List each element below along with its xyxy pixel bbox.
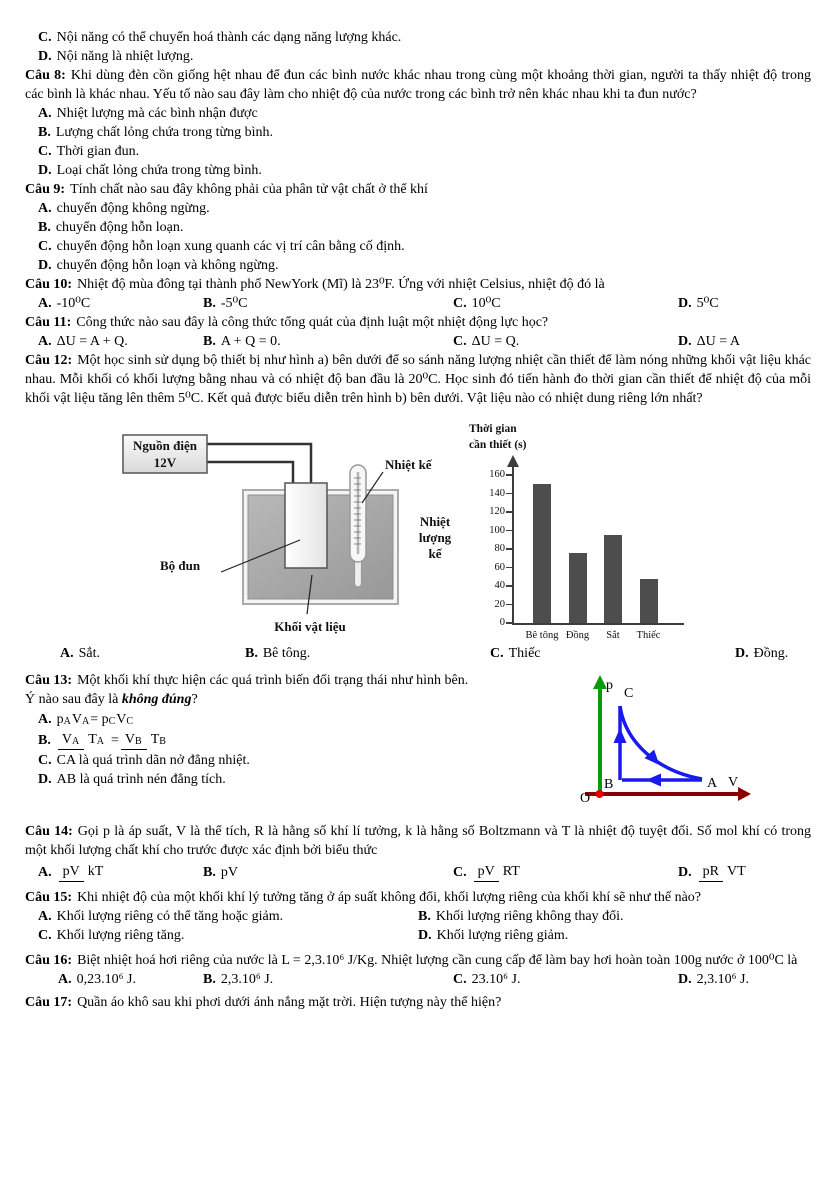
option-letter: D.: [678, 972, 692, 987]
formula: [57, 862, 110, 882]
question-12: [25, 351, 811, 408]
formula: [472, 862, 526, 882]
option-cell: [678, 970, 811, 989]
question-text-line1: [25, 671, 568, 690]
option-letter: A.: [38, 334, 52, 349]
question-text: Ý nào sau đây là: [25, 692, 122, 707]
chart-title-line1: Thời gian: [469, 423, 517, 435]
option-cell: [203, 970, 453, 989]
thermometer-label: Nhiệt kế: [385, 457, 432, 472]
option-cell: [418, 926, 811, 945]
option-text: Khối lượng riêng giảm.: [436, 928, 569, 943]
option-letter: D.: [678, 296, 692, 311]
options-row: [38, 862, 811, 882]
y-tick-label: 60: [494, 561, 505, 573]
option-cell: [678, 332, 811, 351]
x-category-label: Sắt: [606, 630, 620, 641]
option-letter: D.: [678, 334, 692, 349]
option-text: Thiếc: [508, 646, 541, 661]
option-line: [38, 710, 568, 729]
question-14: [25, 822, 811, 860]
question-15: [25, 888, 811, 907]
y-tick-mark: [506, 567, 512, 568]
option-text: 2,3.10⁶ J.: [696, 972, 749, 987]
option-line: [38, 142, 811, 161]
fraction: V A T A: [58, 730, 109, 750]
option-cell: [38, 926, 418, 945]
fraction: V B T B: [121, 730, 171, 750]
y-tick-mark: [506, 474, 512, 475]
option-letter: A.: [38, 106, 52, 121]
x-category-label: Bê tông: [525, 630, 559, 641]
option-letter: C.: [453, 864, 467, 880]
y-tick-mark: [506, 548, 512, 549]
option-cell: [735, 644, 811, 663]
options-row: [38, 970, 811, 989]
pv-diagram-wrap: [568, 671, 811, 814]
option-cell: [453, 862, 678, 882]
option-letter: B.: [203, 972, 216, 987]
option-text: A + Q = 0.: [220, 334, 281, 349]
question-number: Câu 9:: [25, 182, 66, 197]
option-text: 23.10⁶ J.: [471, 972, 521, 987]
option-text: Khối lượng riêng tăng.: [56, 928, 185, 943]
option-line: [38, 256, 811, 275]
fraction: pV RT: [474, 862, 524, 882]
option-line: [38, 28, 811, 47]
y-tick-mark: [506, 622, 512, 623]
option-text: Lượng chất lỏng chứa trong từng bình.: [55, 125, 274, 140]
fraction: pV kT: [59, 862, 108, 882]
question-10: [25, 275, 811, 294]
option-text: Nội năng có thể chuyển hoá thành các dạng năng lượng khác.: [56, 30, 402, 45]
option-line: [38, 237, 811, 256]
question-text: Công thức nào sau đây là công thức tổng quát của định luật một nhiệt động lực học?: [76, 315, 549, 330]
option-letter: D.: [38, 49, 52, 64]
option-text: Bê tông.: [262, 646, 311, 661]
option-letter: B.: [203, 334, 216, 349]
formula: pV: [220, 864, 238, 880]
question-17: [25, 993, 811, 1012]
question-16: [25, 951, 811, 970]
option-letter: B.: [38, 220, 51, 235]
question-text: Khi dùng đèn cồn giống hệt nhau để đun các bình nước khác nhau trong cùng một khoảng thời gian, người ta thấy nhiệt độ trong các bình là khác nhau. Yếu tố nào sau đây làm cho nhiệt độ của nước trong các bình trở nên khác nhau khi ta đun nước?: [25, 68, 812, 102]
option-text: AB là quá trình nén đẳng tích.: [56, 772, 226, 787]
y-tick-label: 140: [489, 487, 505, 499]
option-text: Sắt.: [78, 646, 101, 661]
y-tick-label: 40: [494, 580, 505, 591]
question-text: Quần áo khô sau khi phơi dưới ánh nắng mặt trời. Hiện tượng này thể hiện?: [77, 995, 502, 1010]
option-letter: C.: [38, 239, 52, 254]
question-number: Câu 13:: [25, 673, 73, 688]
calorimeter-label-line1: Nhiệt: [419, 514, 451, 529]
option-text: ΔU = A: [696, 334, 740, 349]
point-c-label: C: [624, 686, 634, 701]
option-text: chuyển động hỗn loạn và không ngừng.: [56, 258, 279, 273]
options-row: [60, 644, 811, 663]
question-number: Câu 11:: [25, 315, 72, 330]
option-letter: B.: [38, 125, 51, 140]
material-block-label: Khối vật liệu: [274, 619, 346, 634]
option-text: Loại chất lỏng chứa trong từng bình.: [56, 163, 262, 178]
option-letter: B.: [203, 864, 216, 880]
option-cell: [38, 907, 418, 926]
option-letter: C.: [490, 646, 504, 661]
x-category-label: Thiếc: [636, 630, 661, 641]
option-text: Khối lượng riêng không thay đổi.: [435, 909, 624, 924]
question-text: Tính chất nào sau đây không phải của phân tử vật chất ở thể khí: [70, 182, 428, 197]
question-11: [25, 313, 811, 332]
option-cell: [490, 644, 735, 663]
y-tick-label: 160: [489, 469, 505, 480]
option-line: [38, 104, 811, 123]
v-axis-label: V: [728, 775, 739, 790]
option-cell: [418, 907, 811, 926]
question-text: ?: [191, 692, 198, 707]
option-letter: C.: [453, 334, 467, 349]
option-text: Thời gian đun.: [56, 144, 140, 159]
bar: [533, 484, 551, 623]
option-letter: D.: [418, 928, 432, 943]
option-letter: D.: [38, 163, 52, 178]
question-text: Khi nhiệt độ của một khối khí lý tưởng tăng ở áp suất không đổi, khối lượng riêng của khối khí sẽ như thế nào?: [77, 890, 701, 905]
y-tick-mark: [506, 530, 512, 531]
y-tick-label: 20: [494, 598, 505, 610]
option-letter: D.: [735, 646, 749, 661]
calorimeter-label-line3: kế: [428, 546, 442, 561]
option-letter: A.: [60, 646, 74, 661]
x-axis-line: [512, 623, 684, 625]
heater-label: Bộ đun: [160, 558, 201, 573]
option-text: 5⁰C: [696, 296, 719, 311]
option-cell: [38, 862, 203, 882]
option-letter: D.: [38, 258, 52, 273]
options-row: [38, 926, 811, 945]
option-letter: C.: [453, 296, 467, 311]
option-line: [38, 47, 811, 66]
y-tick-label: 120: [489, 506, 505, 517]
option-text: chuyển động hỗn loạn xung quanh các vị trí cân bằng cố định.: [56, 239, 405, 254]
option-cell: [453, 970, 678, 989]
option-cell: [60, 644, 245, 663]
option-cell: [203, 862, 453, 882]
question-number: Câu 14:: [25, 824, 73, 839]
option-letter: A.: [38, 201, 52, 216]
question-number: Câu 16:: [25, 953, 73, 968]
x-category-label: Đồng: [565, 630, 590, 641]
option-letter: C.: [38, 753, 52, 768]
option-letter: D.: [38, 772, 52, 787]
question-number: Câu 10:: [25, 277, 73, 292]
option-letter: A.: [38, 909, 52, 924]
power-supply-label: Nguồn điện: [133, 438, 197, 453]
question-number: Câu 8:: [25, 68, 66, 83]
fraction: pR VT: [699, 862, 750, 882]
question-text: Một khối khí thực hiện các quá trình biến đổi trạng thái như hình bên.: [77, 673, 469, 688]
option-line: [38, 751, 568, 770]
question-text: Gọi p là áp suất, V là thể tích, R là hằng số khí lí tưởng, k là hằng số Boltzmann và T là nhiệt độ tuyệt đối. Số mol khí có trong một khối lượng chất khí cho trước được xác định bởi biểu thức: [25, 824, 811, 858]
option-line: [38, 770, 568, 789]
option-letter: B.: [245, 646, 258, 661]
question-text-line2: [25, 690, 568, 709]
origin-label: O: [580, 791, 591, 806]
option-cell: [678, 862, 811, 882]
option-cell: [245, 644, 490, 663]
bar: [569, 553, 587, 623]
option-text: 2,3.10⁶ J.: [220, 972, 274, 987]
question-number: Câu 12:: [25, 353, 73, 368]
option-text: Nhiệt lượng mà các bình nhận được: [56, 106, 258, 121]
figure-a-apparatus: [100, 422, 455, 637]
formula: [697, 862, 752, 882]
calorimeter-label-line2: lượng: [418, 530, 452, 545]
formula: p A V A = p C V C: [56, 712, 134, 727]
option-text: ΔU = A + Q.: [56, 334, 128, 349]
question-text: Nhiệt độ mùa đông tại thành phố NewYork (Mĩ) là 23⁰F. Ứng với nhiệt Celsius, nhiệt độ đó là: [77, 277, 605, 292]
option-letter: A.: [38, 864, 52, 880]
option-letter: A.: [38, 712, 52, 727]
option-text: 10⁰C: [471, 296, 501, 311]
bar: [604, 535, 622, 623]
p-axis-label: p: [606, 678, 613, 693]
option-letter: C.: [453, 972, 467, 987]
option-letter: A.: [58, 972, 72, 987]
question-13-body: [25, 671, 568, 789]
option-letter: C.: [38, 144, 52, 159]
pv-diagram: [568, 673, 811, 808]
bar: [640, 579, 658, 623]
option-cell: [453, 294, 678, 313]
question-number: Câu 15:: [25, 890, 73, 905]
question-number: Câu 17:: [25, 995, 73, 1010]
option-letter: C.: [38, 928, 52, 943]
chart-title-line2: cần thiết (s): [469, 438, 527, 451]
option-letter: D.: [678, 864, 692, 880]
y-tick-mark: [506, 511, 512, 512]
option-text: ΔU = Q.: [471, 334, 520, 349]
formula: V A T A = V B T B: [56, 730, 173, 750]
question-text: Biệt nhiệt hoá hơi riêng của nước là L = 2,3.10⁶ J/Kg. Nhiệt lượng cần cung cấp để làm bay hơi hoàn toàn 100g nước ở 100⁰C là: [77, 953, 798, 968]
option-letter: B.: [38, 732, 51, 748]
option-line: [38, 123, 811, 142]
question-9: [25, 180, 811, 199]
figure-row: [100, 422, 811, 644]
process-ca: [620, 706, 702, 779]
option-cell: [453, 332, 678, 351]
chart-title: [469, 422, 527, 453]
option-cell: [203, 294, 453, 313]
option-line: [38, 218, 811, 237]
y-tick-label: 0: [499, 617, 505, 628]
option-letter: B.: [418, 909, 431, 924]
option-cell: [38, 332, 203, 351]
origin-dot: [596, 790, 604, 798]
y-tick-mark: [506, 585, 512, 586]
option-line: [38, 199, 811, 218]
y-tick-label: 100: [489, 524, 505, 536]
point-b-label: B: [604, 777, 614, 792]
question-text: Một học sinh sử dụng bộ thiết bị như hình a) bên dưới để so sánh năng lượng nhiệt cần thiết để làm nóng những khối vật liệu khác nhau. Mỗi khối có khối lượng bằng nhau và có nhiệt độ ban đầu là 20⁰C. Học sinh đó tiến hành đo thời gian cần thiết để nhiệt độ của mỗi khối vật liệu tăng lên thêm 5⁰C. Kết quả được biểu diễn trên hình b) bên dưới. Vật liệu nào có nhiệt dung riêng lớn nhất?: [25, 353, 812, 406]
v-axis-arrow: [738, 787, 751, 801]
wire: [207, 462, 293, 484]
question-emphasis: không đúng: [121, 692, 192, 707]
power-supply-voltage: 12V: [153, 455, 177, 470]
arrow-up: [614, 728, 627, 743]
option-text: chuyển động hỗn loạn.: [55, 220, 184, 235]
y-axis-line: [512, 466, 514, 624]
option-cell: [58, 970, 203, 989]
option-text: -5⁰C: [220, 296, 248, 311]
option-letter: B.: [203, 296, 216, 311]
option-cell: [38, 294, 203, 313]
option-text: Khối lượng riêng có thể tăng hoặc giảm.: [56, 909, 284, 924]
option-line: [38, 161, 811, 180]
option-text: Đồng.: [753, 646, 789, 661]
option-cell: [678, 294, 811, 313]
option-text: chuyển động không ngừng.: [56, 201, 210, 216]
p-axis-arrow: [593, 675, 607, 689]
option-line: [38, 730, 568, 750]
option-text: Nội năng là nhiệt lượng.: [56, 49, 194, 64]
option-text: 0,23.10⁶ J.: [76, 972, 136, 987]
options-row: [38, 907, 811, 926]
wire: [207, 444, 311, 484]
bar-chart: [455, 422, 731, 642]
arrow-left: [646, 774, 661, 787]
options-row: [38, 294, 811, 313]
y-tick-mark: [506, 604, 512, 605]
option-letter: A.: [38, 296, 52, 311]
option-cell: [203, 332, 453, 351]
point-a-label: A: [707, 776, 718, 791]
option-letter: C.: [38, 30, 52, 45]
question-8: [25, 66, 811, 104]
y-tick-label: 80: [494, 543, 505, 554]
heater: [285, 483, 327, 568]
y-tick-mark: [506, 493, 512, 494]
options-row: [38, 332, 811, 351]
option-text: -10⁰C: [56, 296, 91, 311]
question-13: [25, 671, 811, 814]
option-text: CA là quá trình dãn nở đẳng nhiệt.: [56, 753, 250, 768]
